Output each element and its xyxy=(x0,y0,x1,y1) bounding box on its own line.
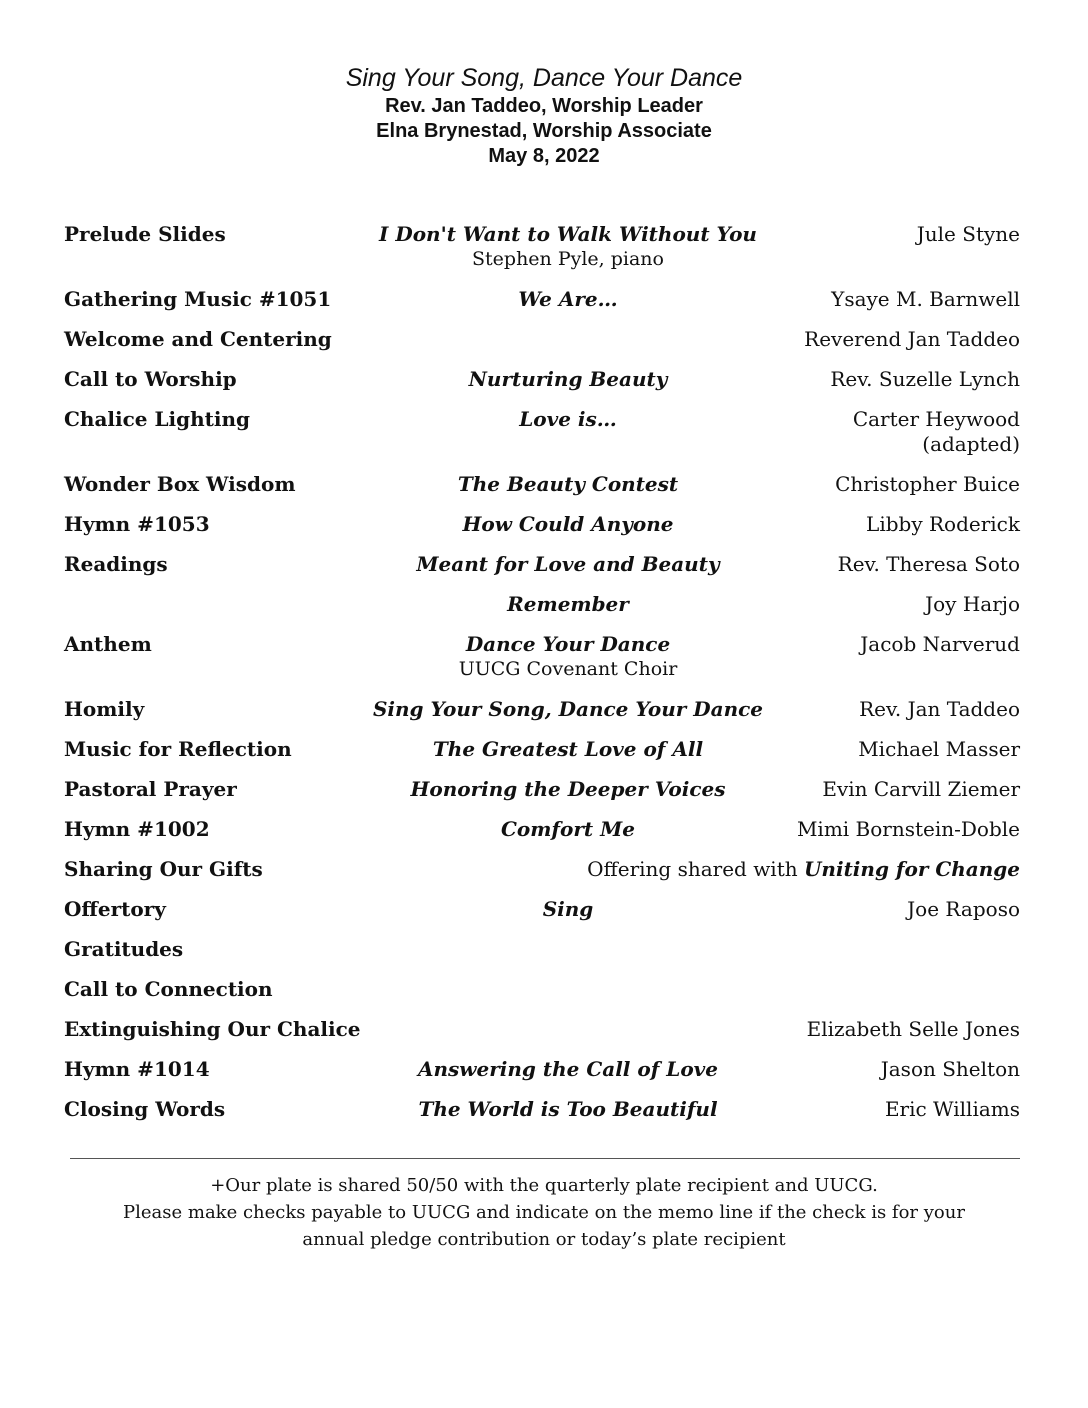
worship-leader: Rev. Jan Taddeo, Worship Leader xyxy=(385,95,703,117)
program-row xyxy=(64,777,1020,817)
program-credit xyxy=(881,1057,1020,1082)
program-credit-name: Rev. Suzelle Lynch xyxy=(830,367,1020,391)
program-row xyxy=(64,407,1020,472)
footer-line-pledge: annual pledge contribution or today’s plate recipient xyxy=(302,1229,786,1250)
program-credit xyxy=(907,897,1020,922)
program-credit-name: Carter Heywood xyxy=(852,407,1020,431)
program-part: Wonder Box Wisdom xyxy=(64,472,296,496)
program-row xyxy=(64,327,1020,367)
program-credit xyxy=(885,1097,1020,1122)
program-row xyxy=(64,737,1020,777)
program-part: Gratitudes xyxy=(64,937,184,961)
program-credit xyxy=(830,367,1020,392)
program-part: Hymn #1053 xyxy=(64,512,210,536)
program-credit xyxy=(797,817,1020,842)
program-row xyxy=(64,977,1020,1017)
program-part: Welcome and Centering xyxy=(64,327,332,351)
program-credit-name: Ysaye M. Barnwell xyxy=(831,287,1020,311)
program-piece-block xyxy=(507,592,629,617)
footer-note xyxy=(0,1172,1088,1253)
program-piece-block xyxy=(459,632,678,682)
program-piece-performer: UUCG Covenant Choir xyxy=(458,658,678,680)
program-piece-block xyxy=(501,817,635,842)
program-credit-name: Rev. Theresa Soto xyxy=(837,552,1020,576)
program-row xyxy=(64,632,1020,697)
program-part: Extinguishing Our Chalice xyxy=(64,1017,361,1041)
program-credit xyxy=(925,592,1020,617)
program-row xyxy=(64,1097,1020,1137)
program-credit-name: Evin Carvill Ziemer xyxy=(822,777,1020,801)
program-credit xyxy=(858,737,1020,762)
program-row xyxy=(64,937,1020,977)
program-piece-block xyxy=(373,697,763,722)
program-piece-title: The Greatest Love of All xyxy=(432,737,704,761)
program-piece-title: Sing Your Song, Dance Your Dance xyxy=(372,697,764,721)
program-part: Offertory xyxy=(64,897,166,921)
program-piece-block xyxy=(418,1057,718,1082)
program-row xyxy=(64,1057,1020,1097)
program-piece-title: I Don't Want to Walk Without You xyxy=(379,222,757,246)
program-piece-title: Sing xyxy=(542,897,594,921)
program-credit-name: Mimi Bornstein-Doble xyxy=(796,817,1020,841)
program-piece-block xyxy=(518,287,617,312)
program-part: Call to Worship xyxy=(64,367,237,391)
program-piece-title: Dance Your Dance xyxy=(465,632,671,656)
program-credit-name: Elizabeth Selle Jones xyxy=(806,1017,1020,1041)
program-part: Prelude Slides xyxy=(64,222,226,246)
program-row xyxy=(64,472,1020,512)
program-part: Pastoral Prayer xyxy=(64,777,237,801)
program-row xyxy=(64,367,1020,407)
program-credit xyxy=(917,222,1020,247)
program-piece-title: Comfort Me xyxy=(501,817,635,841)
program-credit-name: Jule Styne xyxy=(916,222,1020,246)
program-part: Hymn #1002 xyxy=(64,817,210,841)
program-credit xyxy=(822,777,1020,802)
program-part: Gathering Music #1051 xyxy=(64,287,332,311)
program-credit-prefix: Offering shared with xyxy=(587,857,804,881)
footer-divider xyxy=(70,1158,1020,1159)
program-piece-block xyxy=(469,367,668,392)
service-title: Sing Your Song, Dance Your Dance xyxy=(345,64,743,92)
footer-line-checks: Please make checks payable to UUCG and indicate on the memo line if the check is for your xyxy=(123,1202,965,1223)
program-row xyxy=(64,287,1020,327)
program-piece-block xyxy=(458,472,678,497)
program-credit xyxy=(859,697,1020,722)
program-credit xyxy=(860,632,1020,657)
program-credit xyxy=(831,287,1020,312)
program-part: Chalice Lighting xyxy=(64,407,251,431)
program-part: Closing Words xyxy=(64,1097,226,1121)
program-row xyxy=(64,1017,1020,1057)
program-piece-title: Honoring the Deeper Voices xyxy=(410,777,726,801)
program-row xyxy=(64,552,1020,592)
program-row xyxy=(64,222,1020,287)
program-credit-name: Jacob Narverud xyxy=(860,632,1020,656)
program-part: Sharing Our Gifts xyxy=(64,857,263,881)
program-part: Homily xyxy=(64,697,145,721)
program-row xyxy=(64,857,1020,897)
program-piece-block xyxy=(543,897,594,922)
program-credit xyxy=(807,1017,1020,1042)
program-credit-name: Eric Williams xyxy=(884,1097,1020,1121)
program-piece-block xyxy=(379,222,757,272)
program-credit xyxy=(853,407,1020,457)
program-row xyxy=(64,697,1020,737)
program-credit xyxy=(838,552,1020,577)
program-credit-name: Joe Raposo xyxy=(907,897,1020,921)
program-credit xyxy=(835,472,1020,497)
program-credit-name: Libby Roderick xyxy=(866,512,1020,536)
program-credit-name: Joy Harjo xyxy=(925,592,1020,616)
program-row xyxy=(64,592,1020,632)
program-piece-title: We Are… xyxy=(518,287,618,311)
program-credit-name: Michael Masser xyxy=(858,737,1020,761)
program-piece-title: Love is… xyxy=(519,407,617,431)
program-row xyxy=(64,512,1020,552)
program-row xyxy=(64,817,1020,857)
program-piece-performer: Stephen Pyle, piano xyxy=(472,248,664,270)
program-piece-title: The Beauty Contest xyxy=(457,472,679,496)
program-piece-title: Meant for Love and Beauty xyxy=(416,552,720,576)
program-piece-block xyxy=(418,1097,717,1122)
program-part: Hymn #1014 xyxy=(64,1057,210,1081)
program-piece-title: Answering the Call of Love xyxy=(417,1057,719,1081)
program-piece-block xyxy=(433,737,703,762)
program-piece-block xyxy=(416,552,719,577)
program-credit-name: Christopher Buice xyxy=(835,472,1020,496)
program-piece-title: Nurturing Beauty xyxy=(468,367,668,391)
order-of-service xyxy=(64,222,1020,1137)
program-credit-note: (adapted) xyxy=(922,432,1020,456)
program-credit xyxy=(804,327,1020,352)
program-row xyxy=(64,897,1020,937)
program-piece-block xyxy=(519,407,617,432)
program-credit-name: Jason Shelton xyxy=(880,1057,1020,1081)
worship-associate: Elna Brynestad, Worship Associate xyxy=(376,120,712,142)
program-piece-title: The World is Too Beautiful xyxy=(418,1097,718,1121)
program-credit xyxy=(587,857,1020,882)
program-credit-recipient: Uniting for Change xyxy=(803,857,1020,881)
order-of-service-header xyxy=(0,62,1088,169)
program-part: Music for Reflection xyxy=(64,737,292,761)
program-credit-name: Reverend Jan Taddeo xyxy=(804,327,1020,351)
program-credit xyxy=(866,512,1020,537)
service-date: May 8, 2022 xyxy=(488,145,600,167)
program-piece-block xyxy=(462,512,673,537)
program-piece-title: Remember xyxy=(507,592,629,616)
program-part: Anthem xyxy=(64,632,152,656)
program-credit-name: Rev. Jan Taddeo xyxy=(859,697,1020,721)
program-piece-block xyxy=(411,777,726,802)
footer-line-plate: +Our plate is shared 50/50 with the quarterly plate recipient and UUCG. xyxy=(210,1175,878,1196)
program-part: Readings xyxy=(64,552,168,576)
program-piece-title: How Could Anyone xyxy=(462,512,674,536)
program-part: Call to Connection xyxy=(64,977,273,1001)
